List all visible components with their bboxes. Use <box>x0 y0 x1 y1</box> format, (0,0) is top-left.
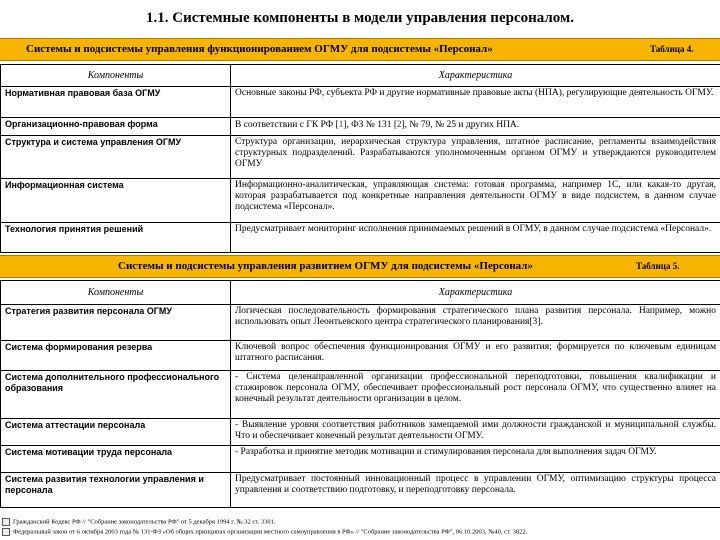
page-title: 1.1. Системные компоненты в модели управления персоналом. <box>146 10 574 26</box>
table-row <box>1 419 720 446</box>
table-row <box>1 118 720 136</box>
characteristic-cell: Информационно-аналитическая, управляющая система: готовая программа, например 1С, или какая-то другая, которая разрабатывается под конкретные направления деятельности ОГМУ в виде подсистем, в данном случае подсистема «Персонал». <box>231 179 720 223</box>
reference-link[interactable]: 1 <box>338 119 344 129</box>
characteristic-cell: Логическая последовательность формирования стратегического плана развития персонала. Например, можно использовать опыт Леонтьевского центра стратегического планирования[3]. <box>231 305 720 341</box>
column-header-characteristic: Характеристика <box>231 65 720 87</box>
component-cell: Система аттестации персонала <box>1 419 231 446</box>
table4-label: Таблица 4. <box>650 44 694 54</box>
component-cell: Система развития технологии управления и персонала <box>1 473 231 508</box>
column-header-characteristic: Характеристика <box>231 281 720 305</box>
component-cell: Организационно-правовая форма <box>1 118 231 136</box>
footnote-text: Федеральный закон от 6 октября 2003 года № 131-ФЗ «Об общих принципах организации местного самоуправления в РФ» // "Собрание законодательства РФ", 06.10.2003, №40, ст. 3822. <box>13 528 528 536</box>
characteristic-text: ], № 79, № 25 и других НПА. <box>401 120 520 130</box>
footnote-marker-icon <box>2 518 10 526</box>
footnote <box>0 528 720 536</box>
table4-heading: Системы и подсистемы управления функционированием ОГМУ для подсистемы «Персонал» <box>26 43 493 55</box>
table-row <box>1 371 720 419</box>
characteristic-cell: Основные законы РФ, субъекта РФ и другие нормативные правовые акты (НПА), регулирующие деятельность ОГМУ. <box>231 87 720 118</box>
table-row <box>1 136 720 179</box>
table5-label: Таблица 5. <box>636 261 680 271</box>
characteristic-cell: - Выявление уровня соответствия работников замещаемой ими должности гражданской и муниципальной службы. Что и обеспечивает конечный результат деятельности ОГМУ. <box>231 419 720 446</box>
footnote-marker-icon <box>2 528 10 536</box>
column-header-components: Компоненты <box>1 281 231 305</box>
characteristic-cell: Предусматривает постоянный инновационный процесс в управлении ОГМУ, оптимизацию структуры процесса управления и соответствию подготовку, и переподготовку персонала. <box>231 473 720 508</box>
table5-heading-band <box>0 255 720 278</box>
component-cell: Нормативная правовая база ОГМУ <box>1 87 231 118</box>
characteristic-cell: - Система целенаправленной организации профессиональной переподготовки, повышения квалификации и стажировок персонала ОГМУ, обеспечивает профессиональный рост персонала ОГМУ, что существенно влияет на конечный результат деятельности организации в целом. <box>231 371 720 419</box>
table-row <box>1 223 720 253</box>
table-row <box>1 341 720 371</box>
characteristic-text: В соответствии с ГК РФ [ <box>235 120 339 130</box>
characteristic-cell <box>231 118 720 136</box>
component-cell: Стратегия развития персонала ОГМУ <box>1 305 231 341</box>
table-header-row <box>1 281 720 305</box>
component-cell: Система мотивации труда персонала <box>1 446 231 473</box>
characteristic-text: ], ФЗ № 131 [ <box>343 120 398 130</box>
characteristic-cell: Предусматривает мониторинг исполнения принимаемых решений в ОГМУ, в данном случае подсистема «Персонал». <box>231 223 720 253</box>
footnote-text: Гражданский Кодекс РФ // "Собрание законодательства РФ" от 5 декабря 1994 г. № 32 ст. 3301. <box>13 518 276 526</box>
component-cell: Структура и система управления ОГМУ <box>1 136 231 179</box>
characteristic-cell: - Разработка и принятие методик мотивации и стимулирования персонала для выполнения задач ОГМУ. <box>231 446 720 473</box>
table-row <box>1 305 720 341</box>
reference-link[interactable]: 2 <box>397 119 402 129</box>
component-cell: Система дополнительного профессионального образования <box>1 371 231 419</box>
characteristic-cell: Структура организации, иерархическая структура управления, штатное расписание, регламенты взаимодействия структурных подразделений. Разрабатываются уполномоченным органом ОГМУ и утверждаются руководителем ОГМУ <box>231 136 720 179</box>
column-header-components: Компоненты <box>1 65 231 87</box>
characteristic-cell: Ключевой вопрос обеспечения функционирования ОГМУ и его развития; формируется по ключевым единицам штатного расписания. <box>231 341 720 371</box>
component-cell: Технология принятия решений <box>1 223 231 253</box>
table-row <box>1 87 720 118</box>
table-row <box>1 179 720 223</box>
table5 <box>0 280 720 508</box>
table-row <box>1 473 720 508</box>
table5-heading: Системы и подсистемы управления развитием ОГМУ для подсистемы «Персонал» <box>118 260 533 272</box>
component-cell: Информационная система <box>1 179 231 223</box>
component-cell: Система формирования резерва <box>1 341 231 371</box>
table4-heading-band <box>0 38 720 61</box>
table-header-row <box>1 65 720 87</box>
footnote <box>0 518 720 526</box>
table-row <box>1 446 720 473</box>
table4 <box>0 64 720 253</box>
